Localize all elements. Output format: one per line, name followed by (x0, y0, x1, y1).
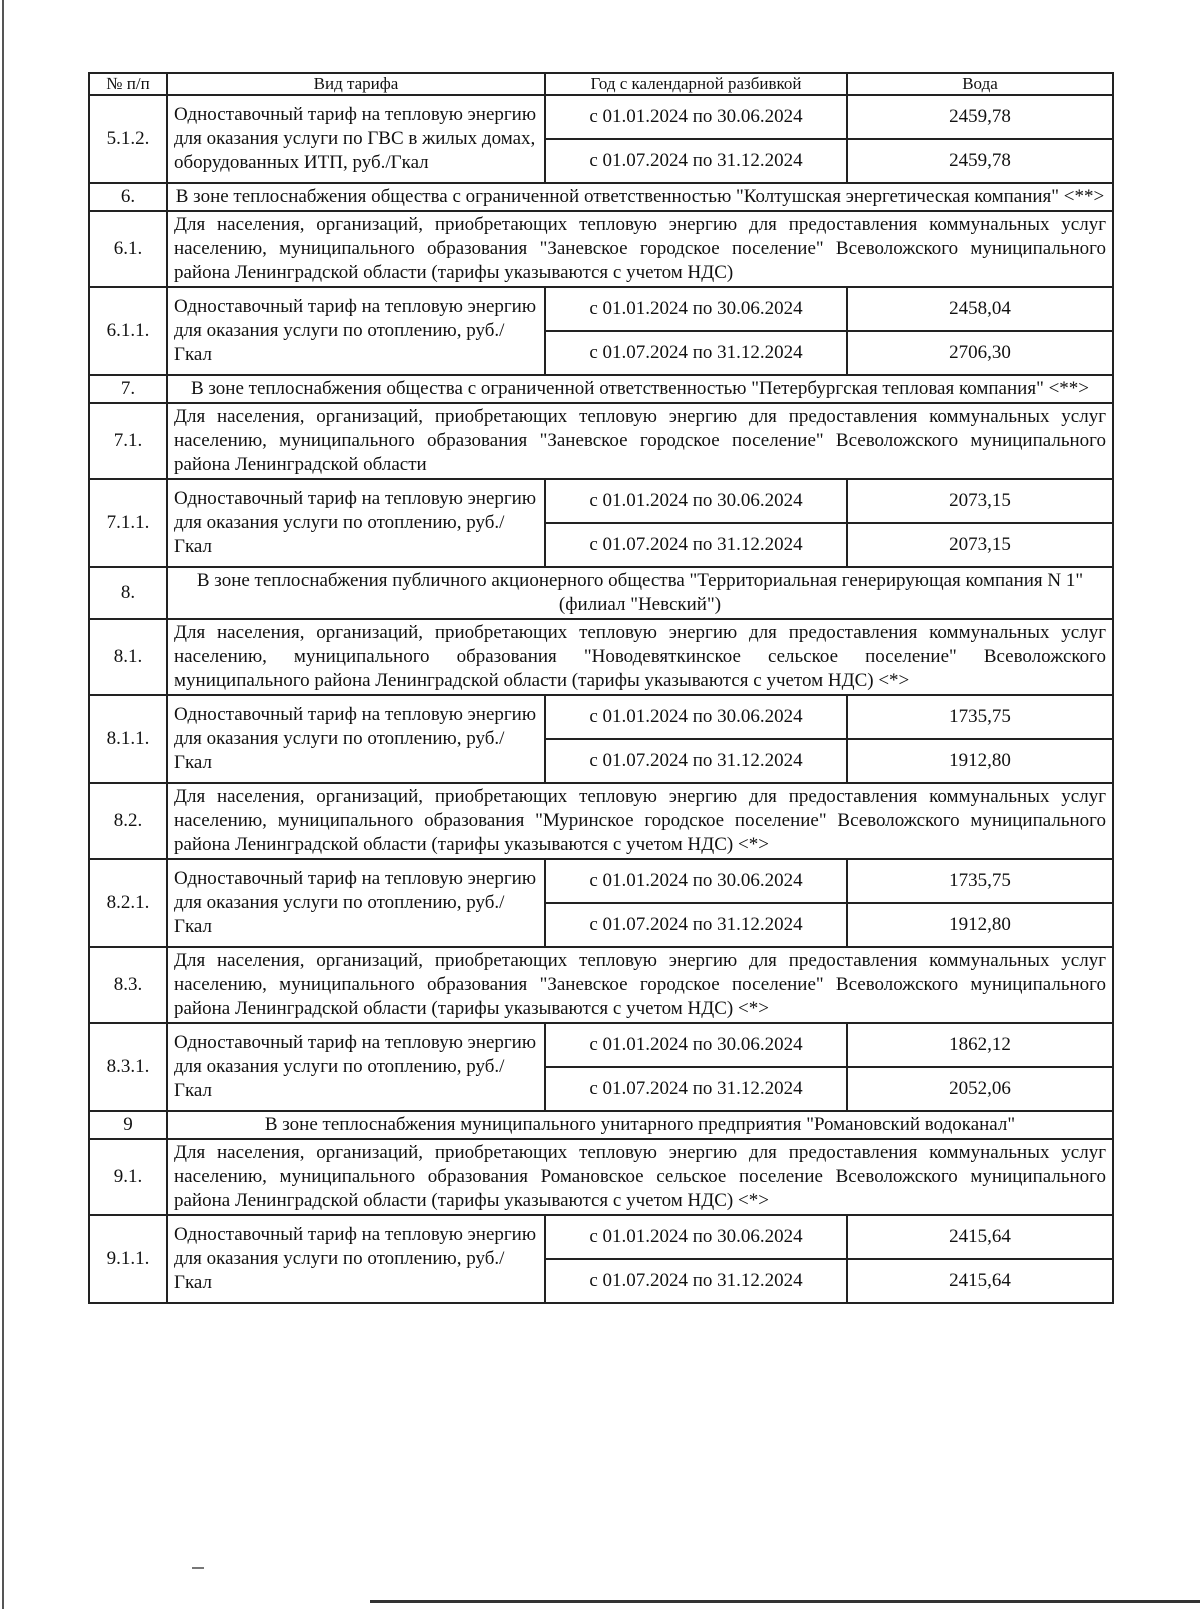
row-number: 8.3.1. (89, 1023, 167, 1111)
row-number: 9.1. (89, 1139, 167, 1215)
consumer-group-text: Для населения, организаций, приобретающих тепловую энергию для предоставления коммунальных услуг населению, муниципального образования "Новодевяткинское сельское поселение" Всеволожского муниципального района Ленинградской области (тарифы указываются с учетом НДС) <*> (167, 619, 1113, 695)
tariff-description: Одноставочный тариф на тепловую энергию для оказания услуги по ГВС в жилых домах, оборудованных ИТП, руб./Гкал (167, 95, 545, 183)
row-number: 8.1.1. (89, 695, 167, 783)
row-number: 7. (89, 375, 167, 403)
tariff-table (88, 72, 1114, 1304)
value-cell: 2415,64 (847, 1259, 1113, 1303)
note-row (89, 947, 1113, 1023)
period-cell: с 01.07.2024 по 31.12.2024 (545, 139, 847, 183)
row-number: 6. (89, 183, 167, 211)
value-cell: 2459,78 (847, 95, 1113, 139)
period-cell: с 01.07.2024 по 31.12.2024 (545, 1067, 847, 1111)
row-number: 8. (89, 567, 167, 619)
period-cell: с 01.01.2024 по 30.06.2024 (545, 1023, 847, 1067)
tariff-description: Одноставочный тариф на тепловую энергию для оказания услуги по отоплению, руб./Гкал (167, 1215, 545, 1303)
period-cell: с 01.07.2024 по 31.12.2024 (545, 523, 847, 567)
period-cell: с 01.07.2024 по 31.12.2024 (545, 1259, 847, 1303)
zone-row (89, 567, 1113, 619)
zone-row (89, 183, 1113, 211)
table-row (89, 695, 1113, 739)
zone-row (89, 1111, 1113, 1139)
value-cell: 2073,15 (847, 523, 1113, 567)
consumer-group-text: Для населения, организаций, приобретающих тепловую энергию для предоставления коммунальных услуг населению, муниципального образования "Заневское городское поселение" Всеволожского муниципального района Ленинградской области (167, 403, 1113, 479)
tariff-description: Одноставочный тариф на тепловую энергию для оказания услуги по отоплению, руб./Гкал (167, 695, 545, 783)
scan-mark (192, 1567, 204, 1569)
row-number: 6.1. (89, 211, 167, 287)
table-row (89, 95, 1113, 139)
note-row (89, 783, 1113, 859)
period-cell: с 01.01.2024 по 30.06.2024 (545, 859, 847, 903)
value-cell: 1735,75 (847, 695, 1113, 739)
table-row (89, 1215, 1113, 1259)
value-cell: 1735,75 (847, 859, 1113, 903)
consumer-group-text: Для населения, организаций, приобретающих тепловую энергию для предоставления коммунальных услуг населению, муниципального образования Романовское сельское поселение Всеволожского муниципального района Ленинградской области (тарифы указываются с учетом НДС) <*> (167, 1139, 1113, 1215)
row-number: 7.1. (89, 403, 167, 479)
note-row (89, 211, 1113, 287)
tariff-description: Одноставочный тариф на тепловую энергию для оказания услуги по отоплению, руб./Гкал (167, 479, 545, 567)
table-row (89, 479, 1113, 523)
period-cell: с 01.01.2024 по 30.06.2024 (545, 95, 847, 139)
value-cell: 1912,80 (847, 739, 1113, 783)
consumer-group-text: Для населения, организаций, приобретающих тепловую энергию для предоставления коммунальных услуг населению, муниципального образования "Заневское городское поселение" Всеволожского муниципального района Ленинградской области (тарифы указываются с учетом НДС) <*> (167, 947, 1113, 1023)
table-header-row (89, 73, 1113, 95)
row-number: 7.1.1. (89, 479, 167, 567)
table-row (89, 859, 1113, 903)
value-cell: 1912,80 (847, 903, 1113, 947)
period-cell: с 01.01.2024 по 30.06.2024 (545, 287, 847, 331)
zone-title: В зоне теплоснабжения общества с ограниченной ответственностью "Колтушская энергетическая компания" <**> (167, 183, 1113, 211)
header-tariff-type: Вид тарифа (167, 73, 545, 95)
row-number: 8.2.1. (89, 859, 167, 947)
value-cell: 2073,15 (847, 479, 1113, 523)
consumer-group-text: Для населения, организаций, приобретающих тепловую энергию для предоставления коммунальных услуг населению, муниципального образования "Муринское городское поселение" Всеволожского муниципального района Ленинградской области (тарифы указываются с учетом НДС) <*> (167, 783, 1113, 859)
value-cell: 2706,30 (847, 331, 1113, 375)
table-row (89, 1023, 1113, 1067)
note-row (89, 619, 1113, 695)
table-row (89, 287, 1113, 331)
tariff-description: Одноставочный тариф на тепловую энергию для оказания услуги по отоплению, руб./Гкал (167, 859, 545, 947)
period-cell: с 01.01.2024 по 30.06.2024 (545, 479, 847, 523)
zone-title: В зоне теплоснабжения муниципального унитарного предприятия "Романовский водоканал" (167, 1111, 1113, 1139)
row-number: 5.1.2. (89, 95, 167, 183)
row-number: 6.1.1. (89, 287, 167, 375)
zone-title: В зоне теплоснабжения общества с ограниченной ответственностью "Петербургская тепловая компания" <**> (167, 375, 1113, 403)
value-cell: 2415,64 (847, 1215, 1113, 1259)
value-cell: 1862,12 (847, 1023, 1113, 1067)
row-number: 8.3. (89, 947, 167, 1023)
zone-title: В зоне теплоснабжения публичного акционерного общества "Территориальная генерирующая компания N 1" (филиал "Невский") (167, 567, 1113, 619)
value-cell: 2458,04 (847, 287, 1113, 331)
note-row (89, 1139, 1113, 1215)
value-cell: 2052,06 (847, 1067, 1113, 1111)
period-cell: с 01.07.2024 по 31.12.2024 (545, 739, 847, 783)
row-number: 9 (89, 1111, 167, 1139)
header-period: Год с календарной разбивкой (545, 73, 847, 95)
header-num: № п/п (89, 73, 167, 95)
value-cell: 2459,78 (847, 139, 1113, 183)
row-number: 9.1.1. (89, 1215, 167, 1303)
consumer-group-text: Для населения, организаций, приобретающих тепловую энергию для предоставления коммунальных услуг населению, муниципального образования "Заневское городское поселение" Всеволожского муниципального района Ленинградской области (тарифы указываются с учетом НДС) (167, 211, 1113, 287)
row-number: 8.1. (89, 619, 167, 695)
scan-edge-left (2, 0, 4, 1609)
scan-edge-bottom (370, 1600, 1200, 1603)
tariff-description: Одноставочный тариф на тепловую энергию для оказания услуги по отоплению, руб./Гкал (167, 1023, 545, 1111)
note-row (89, 403, 1113, 479)
period-cell: с 01.01.2024 по 30.06.2024 (545, 695, 847, 739)
row-number: 8.2. (89, 783, 167, 859)
zone-row (89, 375, 1113, 403)
period-cell: с 01.07.2024 по 31.12.2024 (545, 903, 847, 947)
period-cell: с 01.01.2024 по 30.06.2024 (545, 1215, 847, 1259)
period-cell: с 01.07.2024 по 31.12.2024 (545, 331, 847, 375)
header-water: Вода (847, 73, 1113, 95)
tariff-description: Одноставочный тариф на тепловую энергию для оказания услуги по отоплению, руб./Гкал (167, 287, 545, 375)
